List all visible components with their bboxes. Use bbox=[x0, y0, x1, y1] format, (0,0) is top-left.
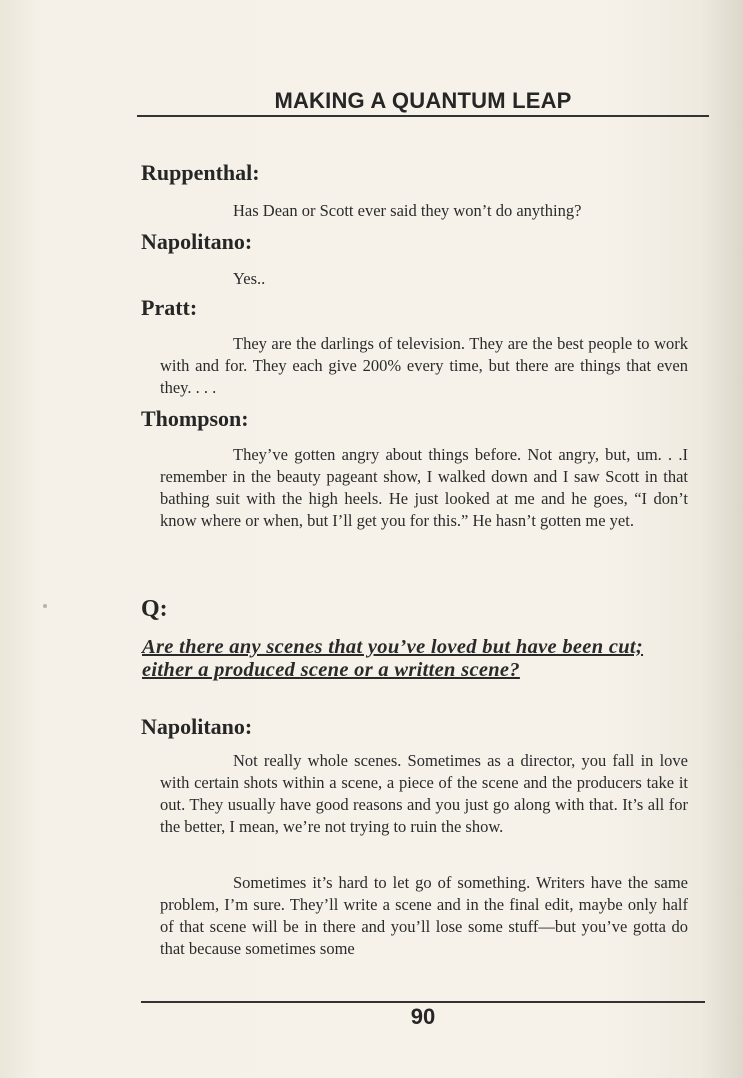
thompson-paragraph: They’ve gotten angry about things before. Not angry, but, um. . .I remember in the beauty pageant show, I walked down and I saw Scott in that bathing suit with the high heels. He just looked at me and he goes, “I don’t know where or when, but I’ll get you for this.” He hasn’t gotten me yet. bbox=[160, 445, 688, 530]
napolitano-short-paragraph: Yes.. bbox=[233, 269, 266, 288]
speaker-thompson: Thompson: bbox=[141, 406, 249, 431]
speaker-ruppenthal: Ruppenthal: bbox=[141, 160, 260, 185]
page-number: 90 bbox=[410, 1004, 436, 1029]
answer-paragraph-1: Not really whole scenes. Sometimes as a director, you fall in love with certain shots within a scene, a piece of the scene and the producers take it out. They usually have good reasons and you just go along with that. It’s all for the better, I mean, we’re not trying to ruin the show. bbox=[160, 751, 688, 836]
page-speck bbox=[43, 604, 47, 608]
header-rule bbox=[137, 115, 709, 117]
speaker-napolitano-answer: Napolitano: bbox=[141, 714, 253, 739]
answer-paragraph-2: Sometimes it’s hard to let go of something. Writers have the same problem, I’m sure. They’ll write a scene and in the final edit, maybe only half of that scene will be in there and you’ll lose some stuff—but you’ve gotta do that because sometimes some bbox=[160, 873, 688, 958]
pratt-paragraph: They are the darlings of television. They are the best people to work with and for. They each give 200% every time, but there are things that even they. . . . bbox=[160, 334, 688, 397]
question-text: Are there any scenes that you’ve loved but have been cut; either a produced scene or a written scene? bbox=[142, 636, 644, 681]
running-header: MAKING A QUANTUM LEAP bbox=[274, 88, 572, 113]
speaker-napolitano: Napolitano: bbox=[141, 229, 253, 254]
speaker-pratt: Pratt: bbox=[141, 295, 198, 320]
question-label: Q: bbox=[141, 596, 168, 622]
footer-rule bbox=[141, 1001, 705, 1003]
ruppenthal-paragraph: Has Dean or Scott ever said they won’t do anything? bbox=[233, 201, 582, 220]
